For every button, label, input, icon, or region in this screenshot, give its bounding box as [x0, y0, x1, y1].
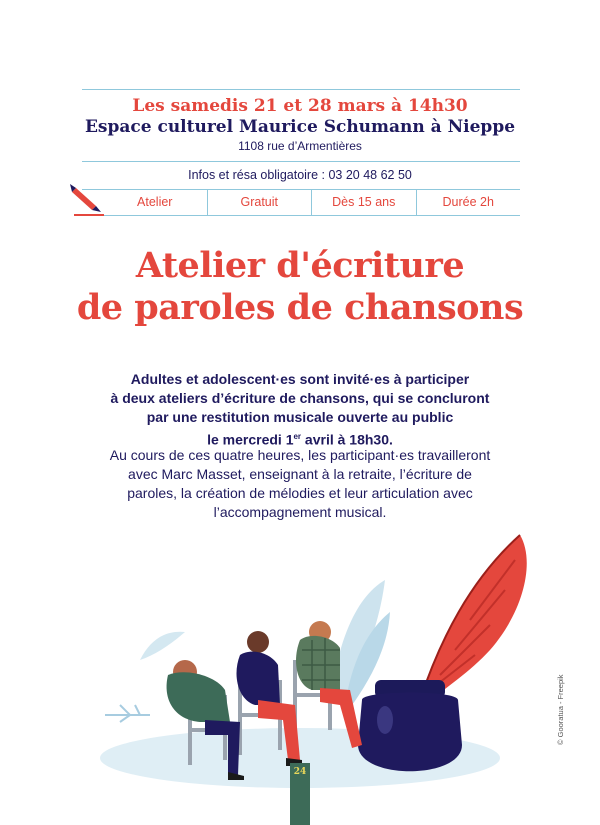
tag-duration: Durée 2h	[416, 189, 521, 215]
body-line: avec Marc Masset, enseignant à la retraite, l’écriture de	[128, 466, 472, 482]
intro-line: Adultes et adolescent·es sont invité·es à participer	[130, 371, 470, 387]
booking-info: Infos et résa obligatoire : 03 20 48 62 50	[188, 168, 412, 182]
intro-line: à deux ateliers d’écriture de chansons, qui se concluront	[110, 390, 490, 406]
tag-type: Atelier	[137, 195, 173, 209]
event-address: 1108 rue d’Armentières	[238, 139, 362, 153]
tag-age: Dès 15 ans	[311, 189, 416, 215]
title-line-2: de paroles de chansons	[76, 287, 524, 328]
rule-top	[82, 89, 520, 90]
body-line: Au cours de ces quatre heures, les participant·es travailleront	[109, 447, 491, 463]
intro-paragraph	[0, 370, 600, 450]
title-line-1: Atelier d'écriture	[135, 245, 465, 286]
event-venue: Espace culturel Maurice Schumann à Nieppe	[84, 117, 516, 137]
page-title	[0, 245, 600, 329]
rule-tags-bottom	[82, 215, 520, 216]
page-number: 24	[293, 767, 307, 777]
tag-price: Gratuit	[207, 189, 312, 215]
intro-date-time: avril à 18h30.	[301, 431, 393, 448]
intro-date-sup: er	[293, 432, 302, 441]
body-line: l’accompagnement musical.	[213, 504, 387, 520]
intro-line: par une restitution musicale ouverte au public	[146, 409, 454, 425]
event-dates: Les samedis 21 et 28 mars à 14h30	[132, 96, 468, 116]
body-paragraph	[0, 446, 600, 522]
rule-mid	[82, 161, 520, 162]
intro-date-text: le mercredi 1	[207, 431, 294, 448]
info-tags	[103, 189, 520, 215]
image-credit: © Gooratua - Freepik	[556, 674, 565, 745]
page-number-tab	[290, 763, 310, 825]
body-line: paroles, la création de mélodies et leur articulation avec	[127, 485, 473, 501]
quill-pen-icon	[70, 180, 106, 218]
